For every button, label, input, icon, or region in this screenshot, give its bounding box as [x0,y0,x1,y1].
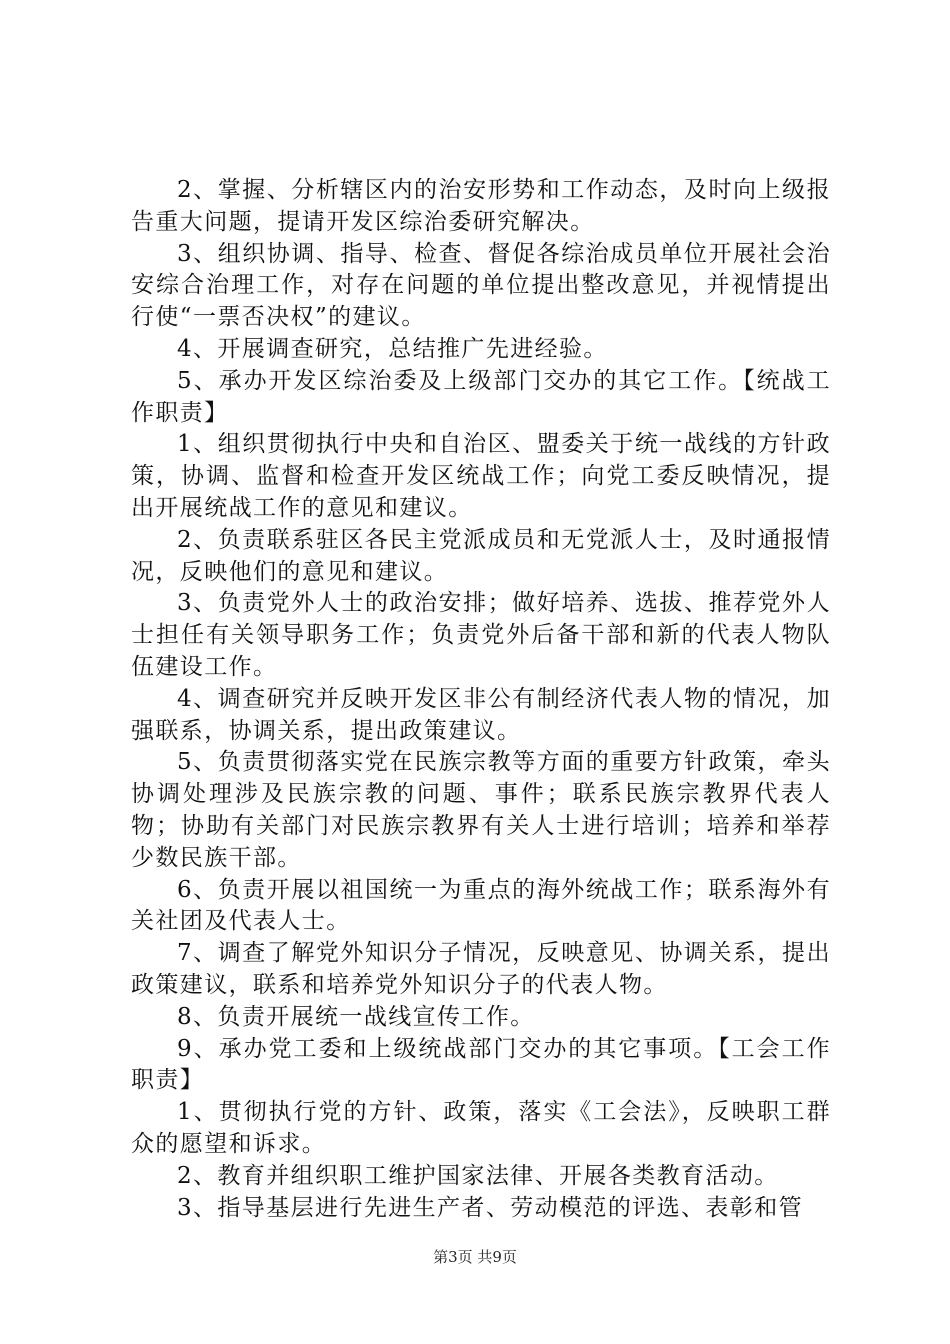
page-footer: 第3页 共9页 [433,1248,517,1266]
paragraph: 1、贯彻执行党的方针、政策，落实《工会法》，反映职工群众的愿望和诉求。 [131,1099,831,1157]
paragraph: 3、负责党外人士的政治安排；做好培养、选拔、推荐党外人士担任有关领导职务工作；负责党外后备干部和新的代表人物队伍建设工作。 [131,590,831,680]
paragraph: 2、掌握、分析辖区内的治安形势和工作动态，及时向上级报告重大问题，提请开发区综治委研究解决。 [131,177,831,235]
paragraph: 3、指导基层进行先进生产者、劳动模范的评选、表彰和管 [177,1194,804,1221]
paragraph: 9、承办党工委和上级统战部门交办的其它事项。【工会工作职责】 [131,1035,831,1094]
paragraph: 1、组织贯彻执行中央和自治区、盟委关于统一战线的方针政策，协调、监督和检查开发区统战工作；向党工委反映情况，提出开展统战工作的意见和建议。 [131,431,831,521]
paragraph: 4、开展调查研究，总结推广先进经验。 [177,335,608,362]
paragraph: 2、教育并组织职工维护国家法律、开展各类教育活动。 [177,1162,779,1189]
paragraph: 7、调查了解党外知识分子情况，反映意见、协调关系，提出政策建议，联系和培养党外知识分子的代表人物。 [131,940,831,998]
paragraph: 8、负责开展统一战线宣传工作。 [177,1003,535,1030]
paragraph: 3、组织协调、指导、检查、督促各综治成员单位开展社会治安综合治理工作，对存在问题的单位提出整改意见，并视情提出行使“一票否决权”的建议。 [131,240,831,331]
paragraph: 5、承办开发区综治委及上级部门交办的其它工作。【统战工作职责】 [131,367,831,426]
paragraph: 5、负责贯彻落实党在民族宗教等方面的重要方针政策，牵头协调处理涉及民族宗教的问题、事件；联系民族宗教界代表人物；协助有关部门对民族宗教界有关人士进行培训；培养和举荐少数民族干部。 [131,749,831,871]
paragraph: 6、负责开展以祖国统一为重点的海外统战工作；联系海外有关社团及代表人士。 [131,876,831,935]
paragraph: 4、调查研究并反映开发区非公有制经济代表人物的情况，加强联系，协调关系，提出政策建议。 [131,685,831,744]
document-body [131,175,831,1224]
paragraph: 2、负责联系驻区各民主党派成员和无党派人士，及时通报情况，反映他们的意见和建议。 [131,526,831,585]
